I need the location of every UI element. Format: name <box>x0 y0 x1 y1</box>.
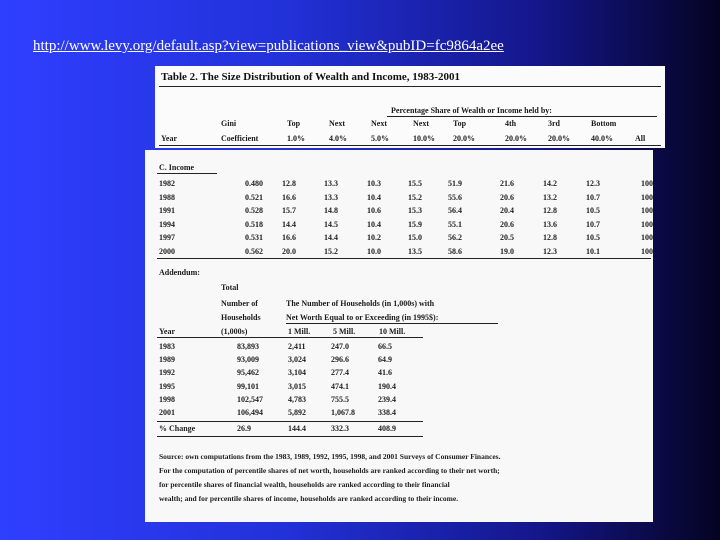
table-cell: 10.3 <box>367 179 381 188</box>
source-line-4: wealth; and for percentile shares of income, households are ranked according to their income. <box>159 494 459 503</box>
table-cell: 1,067.8 <box>331 408 355 417</box>
table-cell: 15.9 <box>408 219 422 229</box>
table-cell: 19.0 <box>500 246 514 256</box>
table-row <box>145 247 653 258</box>
header-top20: Top <box>453 119 467 128</box>
table-cell: 1997 <box>159 233 175 242</box>
table-cell: 10.7 <box>586 192 600 202</box>
table-cell: 1982 <box>159 179 175 188</box>
addendum-bottom-rule <box>157 436 423 437</box>
addendum-header-rule <box>157 337 423 338</box>
header-4th: 4th <box>505 119 517 128</box>
addendum-sub-10mill: 10 Mill. <box>379 327 406 336</box>
table-cell: 13.3 <box>324 192 338 202</box>
table-cell: 14.8 <box>324 206 338 215</box>
table-cell: 1992 <box>159 368 175 378</box>
table-cell: 13.6 <box>543 219 557 229</box>
table-cell: 10.6 <box>367 206 381 215</box>
table-cell: 20.6 <box>500 192 514 202</box>
table-cell: 20.4 <box>500 206 514 215</box>
table-cell: 55.1 <box>448 219 462 229</box>
table-cell: 13.3 <box>324 179 338 188</box>
table-cell: 16.6 <box>282 192 296 202</box>
table-row <box>145 382 653 393</box>
header-coefficient: Coefficient <box>221 134 259 143</box>
table-cell: % Change <box>159 424 196 433</box>
table-cell: 51.9 <box>448 179 462 188</box>
table-cell: 15.5 <box>408 179 422 188</box>
table-cell: 408.9 <box>378 424 396 433</box>
table-cell: 13.5 <box>408 246 422 256</box>
table-cell: 5,892 <box>288 408 306 417</box>
table-cell: 239.4 <box>378 394 396 404</box>
table-row <box>145 395 653 406</box>
table-cell: 100 <box>641 206 653 215</box>
addendum-year-label: Year <box>159 327 175 336</box>
table-cell: 10.2 <box>367 233 381 242</box>
addendum-label: Addendum: <box>159 268 200 277</box>
table-cell: 3,104 <box>288 368 306 378</box>
table-cell: 12.8 <box>543 206 557 215</box>
table-header-image <box>155 66 665 148</box>
table-cell: 64.9 <box>378 355 392 365</box>
table-cell: 26.9 <box>237 424 251 433</box>
table-cell: 0.531 <box>245 233 263 242</box>
table-cell: 12.8 <box>543 233 557 242</box>
table-cell: 100 <box>641 219 653 229</box>
table-row <box>145 193 653 204</box>
table-cell: 16.6 <box>282 233 296 242</box>
header-3rd: 3rd <box>548 119 560 128</box>
header-rule <box>159 145 661 146</box>
table-body-image <box>145 150 653 522</box>
table-cell: 13.2 <box>543 192 557 202</box>
table-cell: 100 <box>641 233 653 242</box>
table-cell: 1994 <box>159 219 175 229</box>
table-cell: 0.518 <box>245 219 263 229</box>
addendum-col1-h4: (1,000s) <box>221 327 248 336</box>
table-cell: 10.4 <box>367 192 381 202</box>
addendum-total-rule <box>157 421 423 422</box>
table-cell: 1989 <box>159 355 175 365</box>
header-next3: Next <box>413 119 429 128</box>
header-next2: Next <box>371 119 387 128</box>
table-cell: 2001 <box>159 408 175 417</box>
header-20pct-a: 20.0% <box>453 134 475 143</box>
table-cell: 0.562 <box>245 246 263 256</box>
table-cell: 474.1 <box>331 381 349 391</box>
table-cell: 93,009 <box>237 355 259 365</box>
header-bottom: Bottom <box>591 119 617 128</box>
table-cell: 755.5 <box>331 394 349 404</box>
addendum-group-rule <box>286 323 498 324</box>
table-cell: 100 <box>641 192 653 202</box>
table-cell: 2,411 <box>288 342 306 351</box>
section-rule <box>157 173 217 174</box>
table-cell: 95,462 <box>237 368 259 378</box>
table-row <box>145 220 653 231</box>
income-bottom-rule <box>157 258 651 259</box>
header-4pct: 4.0% <box>329 134 347 143</box>
table-cell: 190.4 <box>378 381 396 391</box>
table-row <box>145 233 653 244</box>
addendum-col1-h2: Number of <box>221 299 258 308</box>
header-gini: Gini <box>221 119 237 128</box>
addendum-col1-h3: Households <box>221 313 261 322</box>
table-cell: 20.5 <box>500 233 514 242</box>
table-cell: 21.6 <box>500 179 514 188</box>
table-cell: 15.2 <box>324 246 338 256</box>
header-top: Top <box>287 119 301 128</box>
source-line-2: For the computation of percentile shares of net worth, households are ranked according to their net worth; <box>159 466 500 475</box>
header-20pct-b: 20.0% <box>505 134 527 143</box>
table-cell: 10.4 <box>367 219 381 229</box>
table-cell: 102,547 <box>237 394 263 404</box>
table-row <box>145 408 653 419</box>
table-cell: 100 <box>641 246 653 256</box>
section-label-income: C. Income <box>159 163 195 172</box>
source-url-link[interactable]: http://www.levy.org/default.asp?view=publications_view&pubID=fc9864a2ee <box>33 38 504 54</box>
table-row <box>145 355 653 366</box>
table-cell: 100 <box>641 179 653 188</box>
table-cell: 12.3 <box>543 246 557 256</box>
table-cell: 15.3 <box>408 206 422 215</box>
table-cell: 14.5 <box>324 219 338 229</box>
table-cell: 1995 <box>159 381 175 391</box>
header-40pct: 40.0% <box>591 134 613 143</box>
table-row <box>145 206 653 217</box>
table-cell: 296.6 <box>331 355 349 365</box>
table-cell: 14.2 <box>543 179 557 188</box>
table-cell: 1998 <box>159 394 175 404</box>
table-cell: 0.521 <box>245 192 263 202</box>
table-cell: 12.3 <box>586 179 600 188</box>
table-row <box>145 368 653 379</box>
table-title: Table 2. The Size Distribution of Wealth and Income, 1983-2001 <box>161 71 460 83</box>
table-cell: 41.6 <box>378 368 392 378</box>
table-cell: 83,893 <box>237 342 259 351</box>
table-cell: 0.528 <box>245 206 263 215</box>
table-cell: 144.4 <box>288 424 306 433</box>
table-cell: 15.7 <box>282 206 296 215</box>
source-line-3: for percentile shares of financial wealth, households are ranked according to their financial <box>159 480 450 489</box>
table-cell: 56.2 <box>448 233 462 242</box>
table-cell: 12.8 <box>282 179 296 188</box>
header-10pct: 10.0% <box>413 134 435 143</box>
header-next1: Next <box>329 119 345 128</box>
table-cell: 3,024 <box>288 355 306 365</box>
header-1pct: 1.0% <box>287 134 305 143</box>
title-rule <box>159 86 661 87</box>
source-line-1: Source: own computations from the 1983, 1989, 1992, 1995, 1998, and 2001 Surveys of Consumer Finances. <box>159 452 501 461</box>
table-cell: 10.5 <box>586 233 600 242</box>
addendum-sub-5mill: 5 Mill. <box>333 327 356 336</box>
table-cell: 56.4 <box>448 206 462 215</box>
table-cell: 247.0 <box>331 342 349 351</box>
span-rule <box>387 116 657 117</box>
table-cell: 332.3 <box>331 424 349 433</box>
table-cell: 3,015 <box>288 381 306 391</box>
table-cell: 14.4 <box>282 219 296 229</box>
header-20pct-c: 20.0% <box>548 134 570 143</box>
table-cell: 99,101 <box>237 381 259 391</box>
table-cell: 66.5 <box>378 342 392 351</box>
table-cell: 20.0 <box>282 246 296 256</box>
addendum-group-h1: The Number of Households (in 1,000s) with <box>286 299 435 308</box>
table-cell: 4,783 <box>288 394 306 404</box>
header-5pct: 5.0% <box>371 134 389 143</box>
table-row <box>145 424 653 435</box>
table-row <box>145 342 653 353</box>
addendum-group-h2: Net Worth Equal to or Exceeding (in 1995$): <box>286 313 439 322</box>
table-cell: 20.6 <box>500 219 514 229</box>
table-cell: 1991 <box>159 206 175 215</box>
table-cell: 0.480 <box>245 179 263 188</box>
header-all: All <box>635 134 646 143</box>
table-cell: 15.0 <box>408 233 422 242</box>
table-cell: 10.7 <box>586 219 600 229</box>
table-cell: 338.4 <box>378 408 396 417</box>
span-header: Percentage Share of Wealth or Income held by: <box>391 106 552 115</box>
table-cell: 106,494 <box>237 408 263 417</box>
table-cell: 15.2 <box>408 192 422 202</box>
table-cell: 1988 <box>159 192 175 202</box>
table-cell: 10.5 <box>586 206 600 215</box>
table-cell: 55.6 <box>448 192 462 202</box>
table-cell: 10.0 <box>367 246 381 256</box>
table-cell: 2000 <box>159 246 175 256</box>
header-year: Year <box>161 134 177 143</box>
table-cell: 58.6 <box>448 246 462 256</box>
table-cell: 277.4 <box>331 368 349 378</box>
addendum-col1-h1: Total <box>221 283 239 292</box>
table-cell: 1983 <box>159 342 175 351</box>
table-cell: 10.1 <box>586 246 600 256</box>
addendum-sub-1mill: 1 Mill. <box>288 327 311 336</box>
table-row <box>145 179 653 190</box>
table-cell: 14.4 <box>324 233 338 242</box>
